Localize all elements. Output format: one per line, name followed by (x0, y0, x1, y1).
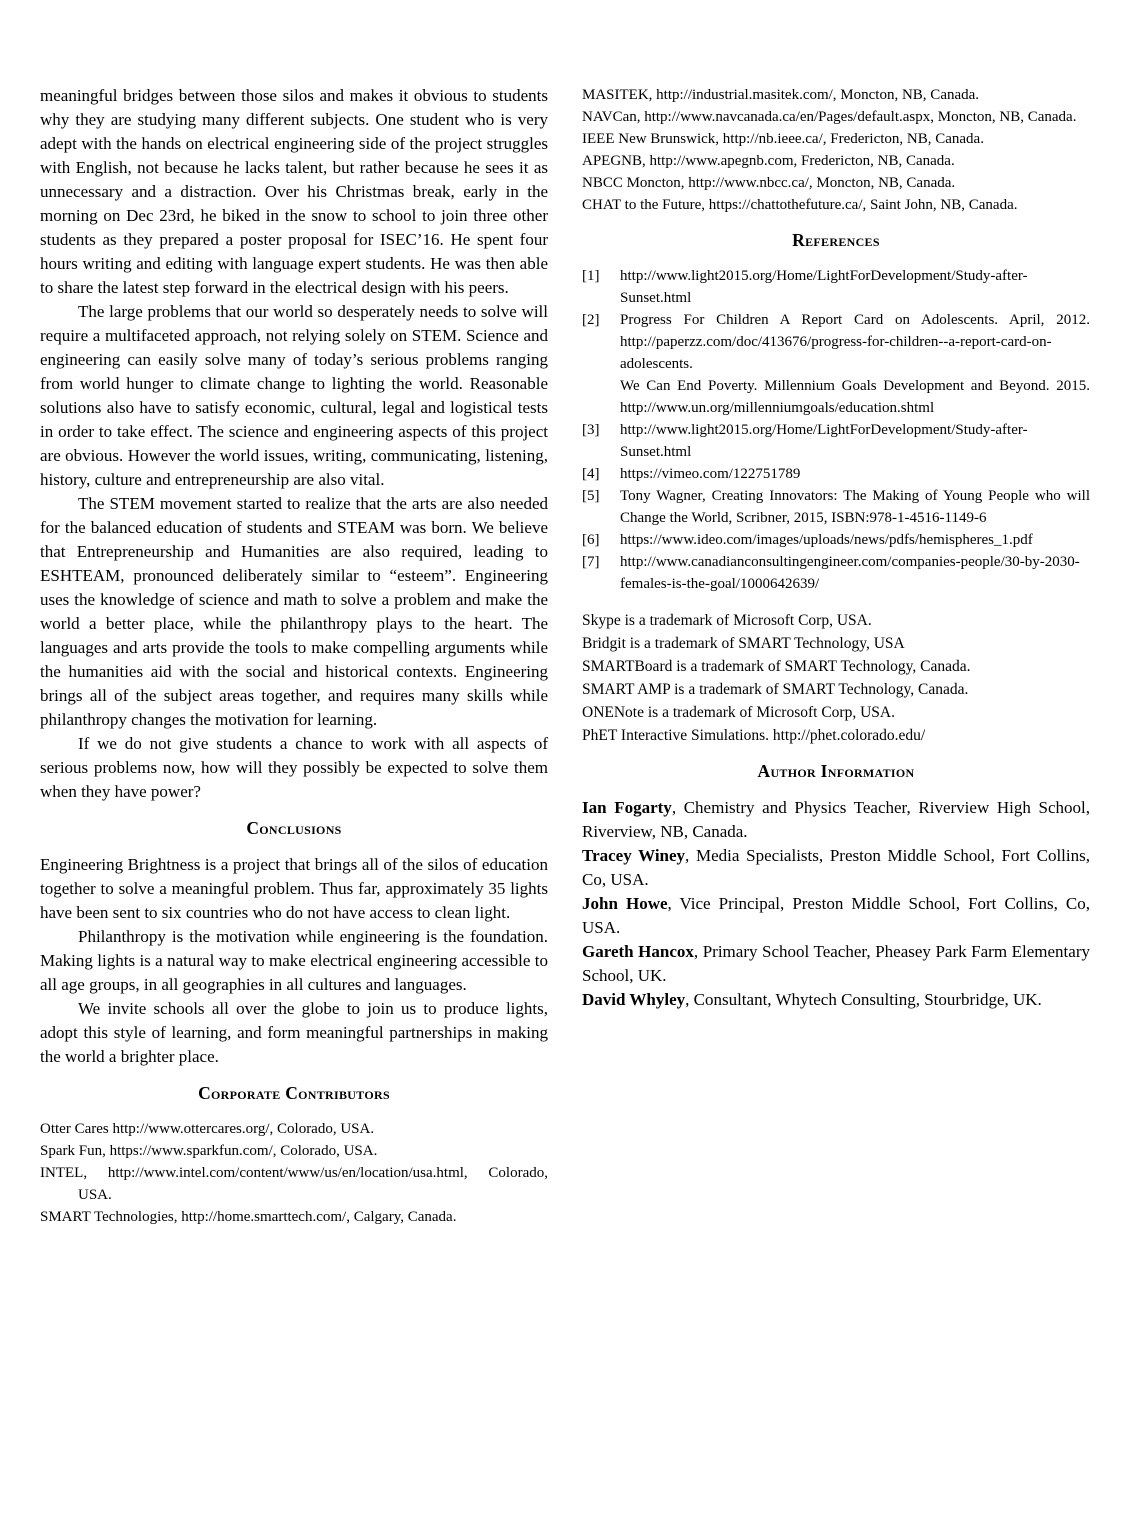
author-name: David Whyley (582, 990, 686, 1009)
author-details: , Consultant, Whytech Consulting, Stourbridge, UK. (685, 990, 1042, 1009)
body-paragraph: If we do not give students a chance to work with all aspects of serious problems now, how will they possibly be expected to solve them when they have power? (40, 734, 548, 801)
references-list (582, 265, 1090, 595)
right-column (582, 84, 1090, 1502)
trademark-line: Bridgit is a trademark of SMART Technology, USA (582, 635, 905, 652)
contributor-entry: Spark Fun, https://www.sparkfun.com/, Colorado, USA. (40, 1143, 378, 1159)
reference-entry (582, 265, 1090, 309)
reference-text: http://www.light2015.org/Home/LightForDevelopment/Study-after-Sunset.html (620, 422, 1028, 460)
reference-number: [4] (582, 466, 600, 482)
body-paragraph: meaningful bridges between those silos and makes it obvious to students why they are studying many different subjects. One student who is very adept with the hands on electrical engineering side of the project struggles with English, not because he lacks talent, but rather because he sees it as unnecessary and a distraction. Over his Christmas break, early in the morning on Dec 23rd, he biked in the snow to school to join three other students as they prepared a poster proposal for ISEC’16. He spent four hours writing and editing with language expert students. He was then able to share the latest step forward in the electrical design with his peers. (40, 86, 548, 297)
conclusions-paragraph: Engineering Brightness is a project that brings all of the silos of education together to solve a meaningful problem. Thus far, approximately 35 lights have been sent to six countries who do not have access to clean light. (40, 855, 548, 922)
author-name: John Howe (582, 894, 668, 913)
contributor-entry: MASITEK, http://industrial.masitek.com/, Moncton, NB, Canada. (582, 87, 980, 103)
corporate-contributors-list (40, 1118, 548, 1228)
reference-text: Tony Wagner, Creating Innovators: The Making of Young People who will Change the World, Scribner, 2015, ISBN:978-1-4516-1149-6 (620, 488, 1090, 526)
reference-entry (582, 419, 1090, 463)
contributor-entry: NAVCan, http://www.navcanada.ca/en/Pages/default.aspx, Moncton, NB, Canada. (582, 109, 1077, 125)
reference-text: https://vimeo.com/122751789 (620, 466, 801, 482)
reference-text: http://www.light2015.org/Home/LightForDevelopment/Study-after-Sunset.html (620, 268, 1028, 306)
contributor-entry: Otter Cares http://www.ottercares.org/, Colorado, USA. (40, 1121, 375, 1137)
author-details: , Chemistry and Physics Teacher, Riverview High School, Riverview, NB, Canada. (582, 798, 1090, 841)
reference-number: [2] (582, 312, 600, 328)
author-entry (582, 796, 1090, 844)
reference-text-main: Progress For Children A Report Card on Adolescents. April, 2012. http://paperzz.com/doc/413676/progress-for-children--a-report-card-on-adolescents. (620, 312, 1090, 372)
author-entry (582, 892, 1090, 940)
left-column (40, 84, 548, 1502)
reference-entry (582, 463, 1090, 485)
contributor-entry: NBCC Moncton, http://www.nbcc.ca/, Moncton, NB, Canada. (582, 175, 956, 191)
reference-number: [5] (582, 488, 600, 504)
body-paragraph: The STEM movement started to realize that the arts are also needed for the balanced education of students and STEAM was born. We believe that Entrepreneurship and Humanities are also required, leading to ESHTEAM, pronounced deliberately similar to “esteem”. Engineering uses the knowledge of science and math to solve a problem and make the world a better place, while the philanthropy plays to the heart. The languages and arts provide the tools to make compelling arguments while the humanities aid with the social and historical contexts. Engineering brings all of the subject areas together, and requires many skills while philanthropy changes the motivation for learning. (40, 494, 548, 729)
reference-number: [6] (582, 532, 600, 548)
reference-text (620, 309, 1090, 419)
contributor-entry: INTEL, http://www.intel.com/content/www/us/en/location/usa.html, Colorado, USA. (40, 1165, 548, 1203)
conclusions-paragraph: We invite schools all over the globe to join us to produce lights, adopt this style of learning, and form meaningful partnerships in making the world a brighter place. (40, 999, 548, 1066)
corporate-contributors-heading: Corporate Contributors (198, 1083, 390, 1103)
author-details: , Vice Principal, Preston Middle School, Fort Collins, Co, USA. (582, 894, 1090, 937)
conclusions-heading: Conclusions (246, 818, 342, 838)
author-entry (582, 988, 1090, 1012)
author-entry (582, 844, 1090, 892)
contributor-entry: SMART Technologies, http://home.smarttech.com/, Calgary, Canada. (40, 1209, 457, 1225)
author-details: , Media Specialists, Preston Middle School, Fort Collins, Co, USA. (582, 846, 1090, 889)
author-entry (582, 940, 1090, 988)
reference-text: http://www.canadianconsultingengineer.com/companies-people/30-by-2030-females-is-the-goal/1000642639/ (620, 554, 1080, 592)
body-paragraph: The large problems that our world so desperately needs to solve will require a multifaceted approach, not relying solely on STEM. Science and engineering can easily solve many of today’s serious problems ranging from world hunger to climate change to lighting the world. Reasonable solutions also have to satisfy economic, cultural, legal and logistical tests in order to take effect. The science and engineering aspects of this project are obvious. However the world issues, writing, communicating, listening, history, culture and entrepreneurship are also vital. (40, 302, 548, 489)
author-name: Ian Fogarty (582, 798, 672, 817)
trademark-line: PhET Interactive Simulations. http://phet.colorado.edu/ (582, 727, 926, 744)
corporate-contributors-list-continued (582, 84, 1090, 216)
author-information-heading: Author Information (757, 761, 915, 781)
contributor-entry: CHAT to the Future, https://chattothefuture.ca/, Saint John, NB, Canada. (582, 197, 1018, 213)
conclusions-paragraph: Philanthropy is the motivation while engineering is the foundation. Making lights is a natural way to make electrical engineering accessible to all age groups, in all geographies in all cultures and languages. (40, 927, 548, 994)
reference-number: [3] (582, 422, 600, 438)
contributor-entry: IEEE New Brunswick, http://nb.ieee.ca/, Fredericton, NB, Canada. (582, 131, 984, 147)
author-name: Gareth Hancox (582, 942, 694, 961)
trademark-line: ONENote is a trademark of Microsoft Corp, USA. (582, 704, 895, 721)
reference-text-extra: We Can End Poverty. Millennium Goals Development and Beyond. 2015. http://www.un.org/millenniumgoals/education.shtml (620, 378, 1090, 416)
trademark-line: SMARTBoard is a trademark of SMART Technology, Canada. (582, 658, 971, 675)
reference-number: [7] (582, 554, 600, 570)
contributor-entry: APEGNB, http://www.apegnb.com, Fredericton, NB, Canada. (582, 153, 955, 169)
references-heading: References (792, 230, 880, 250)
trademark-line: SMART AMP is a trademark of SMART Technology, Canada. (582, 681, 969, 698)
reference-number: [1] (582, 268, 600, 284)
reference-text: https://www.ideo.com/images/uploads/news/pdfs/hemispheres_1.pdf (620, 532, 1033, 548)
trademark-line: Skype is a trademark of Microsoft Corp, USA. (582, 612, 872, 629)
reference-entry (582, 551, 1090, 595)
author-details: , Primary School Teacher, Pheasey Park Farm Elementary School, UK. (582, 942, 1090, 985)
authors-list (582, 796, 1090, 1012)
reference-entry (582, 309, 1090, 419)
author-name: Tracey Winey (582, 846, 686, 865)
reference-entry (582, 485, 1090, 529)
reference-entry (582, 529, 1090, 551)
trademark-block (582, 609, 1090, 747)
